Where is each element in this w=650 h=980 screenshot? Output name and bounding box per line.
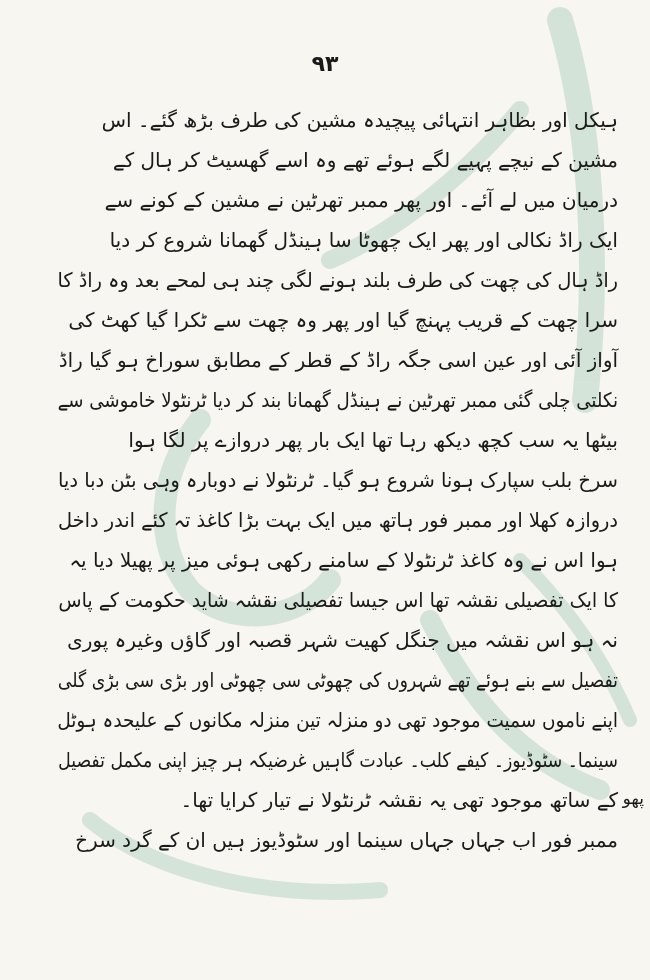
- text-line: ایک راڈ نکالی اور پھر ایک چھوٹا سا ہینڈل گھمانا شروع کر دیا: [109, 228, 618, 252]
- text-line: سرا چھت کے قریب پہنچ گیا اور پھر وہ چھت سے ٹکرا گیا کھٹ کی: [68, 308, 618, 332]
- text-line: اپنے ناموں سمیت موجود تھی دو منزلہ تین منزلہ مکانوں کے علیحدہ ہوٹل: [57, 708, 618, 732]
- text-line: سرخ بلب سپارک ہونا شروع ہو گیا۔ ٹرنٹولا نے دوبارہ وہی بٹن دبا دیا: [57, 468, 619, 492]
- text-line: دروازہ کھلا اور ممبر فور ہاتھ میں ایک بہت بڑا کاغذ تہ کئے اندر داخل: [58, 508, 618, 532]
- text-line: ممبر فور اب جہاں جہاں سینما اور سٹوڈیوز ہیں ان کے گرد سرخ: [75, 828, 618, 852]
- text-line: کا ایک تفصیلی نقشہ تھا اس جیسا تفصیلی نقشہ شاید حکومت کے پاس: [58, 588, 619, 612]
- text-line: سینما۔ سٹوڈیوز۔ کیفے کلب۔ عبادت گاہیں غرضیکہ ہر چیز اپنی مکمل تفصیل: [58, 748, 619, 772]
- text-line: آواز آئی اور عین اسی جگہ راڈ کے قطر کے مطابق سوراخ ہو گیا راڈ: [58, 348, 619, 372]
- page-number: ۹۳: [311, 52, 339, 77]
- text-line: کے ساتھ موجود تھی یہ نقشہ ٹرنٹولا نے تیار کرایا تھا۔: [180, 788, 618, 812]
- text-line: نکلتی چلی گئی ممبر تھرٹین نے ہینڈل گھمانا بند کر دیا ٹرنٹولا خاموشی سے: [57, 388, 619, 412]
- text-line: ہوا اس نے وہ کاغذ ٹرنٹولا کے سامنے رکھی ہوئی میز پر پھیلا دیا یہ: [69, 548, 618, 572]
- text-line: مشین کے نیچے پہیے لگے ہوئے تھے وہ اسے گھسیٹ کر ہال کے: [112, 148, 618, 172]
- text-line: ہیکل اور بظاہر انتہائی پیچیدہ مشین کی طرف بڑھ گئے۔ اس: [101, 108, 618, 132]
- text-line: تفصیل سے بنے ہوئے تھے شہروں کی چھوٹی سی چھوٹی اور بڑی سی بڑی گلی: [57, 668, 619, 692]
- margin-note: پھو: [622, 789, 644, 809]
- text-line: بیٹھا یہ سب کچھ دیکھ رہا تھا ایک بار پھر دروازے پر لگا ہوا: [128, 428, 618, 452]
- text-line: راڈ ہال کی چھت کی طرف بلند ہونے لگی چند ہی لمحے بعد وہ راڈ کا: [57, 268, 618, 292]
- body-text: [58, 100, 618, 860]
- text-line: درمیان میں لے آئے۔ اور پھر ممبر تھرٹین نے مشین کے کونے سے: [104, 188, 618, 212]
- text-line: نہ ہو اس نقشہ میں جنگل کھیت شہر قصبہ اور گاؤں وغیرہ پوری: [67, 628, 618, 652]
